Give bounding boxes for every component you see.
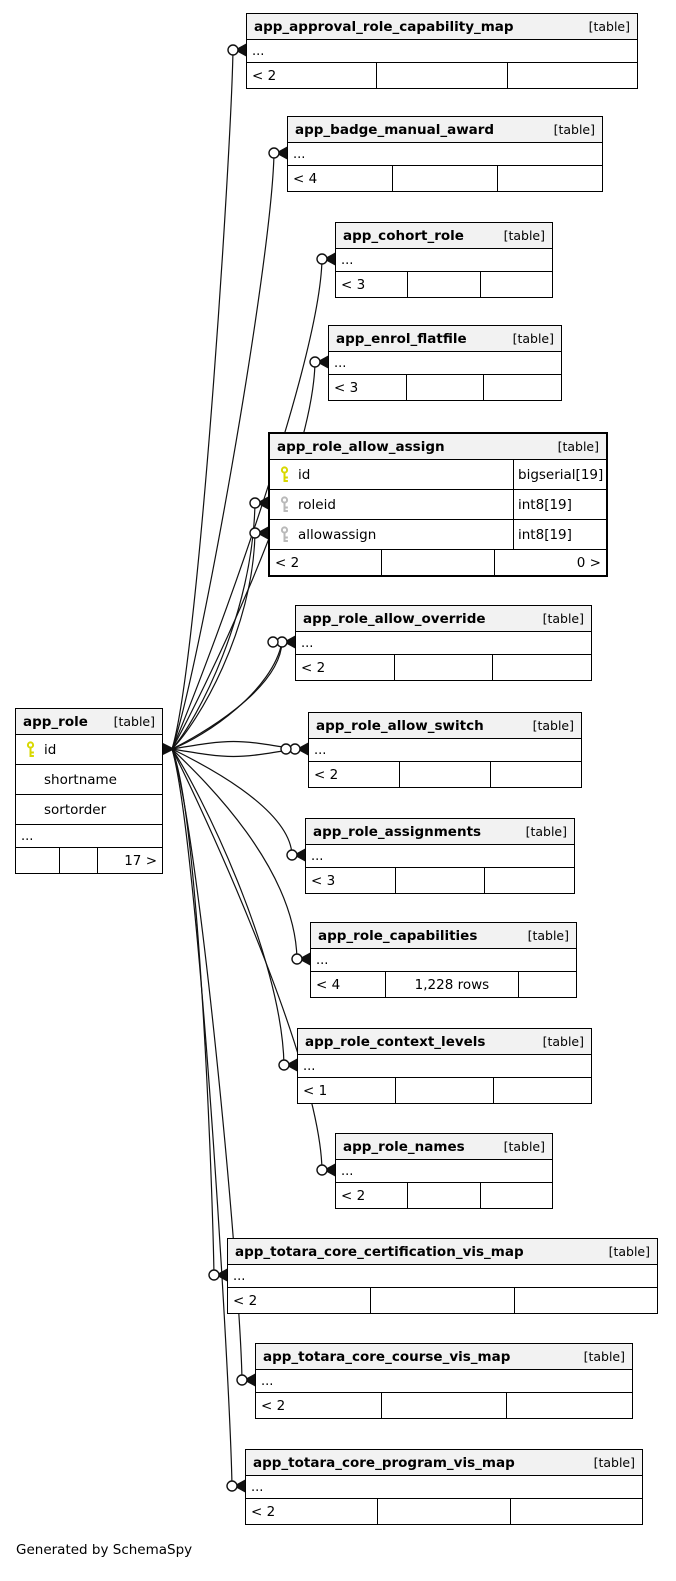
footer-cell-left: < 3	[334, 379, 359, 396]
table-name[interactable]: app_role_capabilities	[318, 927, 478, 944]
footer-row	[270, 550, 606, 575]
footer-cell-mid	[395, 868, 485, 893]
table-name[interactable]: app_totara_core_program_vis_map	[253, 1454, 515, 1471]
table-name[interactable]: app_totara_core_certification_vis_map	[235, 1243, 524, 1260]
table-name[interactable]: app_role_context_levels	[305, 1033, 486, 1050]
footer-cell-mid	[406, 375, 484, 400]
table-header	[247, 14, 637, 40]
footer-cell-right	[480, 1183, 552, 1208]
ellipsis-row: ...	[306, 845, 574, 868]
footer-cell-mid	[394, 655, 493, 680]
footer-row	[336, 272, 552, 297]
footer-cell-left: < 2	[275, 554, 300, 571]
column-name: allowassign	[298, 526, 377, 543]
table-type-tag: [table]	[553, 122, 595, 137]
footer-row	[247, 63, 637, 88]
footer-row	[288, 166, 602, 191]
table-header	[329, 326, 561, 352]
column-name: sortorder	[44, 801, 107, 818]
foreign-key-icon	[279, 526, 290, 543]
footer-cell-right	[506, 1393, 632, 1418]
ellipsis-row: ...	[309, 739, 581, 762]
table-header	[336, 1134, 552, 1160]
footer-row	[306, 868, 574, 893]
column-type: int8[19]	[513, 490, 606, 519]
table-app_totara_core_program_vis_map	[245, 1449, 643, 1525]
footer-cell-right	[518, 972, 576, 997]
ellipsis-row: ...	[256, 1370, 632, 1393]
table-name[interactable]: app_enrol_flatfile	[336, 330, 467, 347]
table-type-tag: [table]	[588, 19, 630, 34]
ellipsis-row: ...	[228, 1265, 657, 1288]
table-app_role	[15, 708, 163, 874]
footer-cell-left	[16, 848, 59, 873]
table-type-tag: [table]	[525, 824, 567, 839]
column-name: id	[298, 466, 311, 483]
table-name[interactable]: app_role_assignments	[313, 823, 482, 840]
footer-cell-mid	[407, 272, 479, 297]
footer-cell-mid	[407, 1183, 479, 1208]
generated-by-note: Generated by SchemaSpy	[16, 1542, 193, 1558]
footer-cell-mid	[392, 166, 497, 191]
footer-cell-mid	[381, 550, 493, 575]
footer-row	[256, 1393, 632, 1418]
table-type-tag: [table]	[527, 928, 569, 943]
table-header	[298, 1029, 591, 1055]
table-type-tag: [table]	[608, 1244, 650, 1259]
table-header	[296, 606, 591, 632]
primary-key-icon	[25, 741, 36, 758]
table-type-tag: [table]	[542, 611, 584, 626]
table-name[interactable]: app_role_names	[343, 1138, 465, 1155]
table-type-tag: [table]	[532, 718, 574, 733]
footer-cell-left: < 2	[261, 1397, 286, 1414]
footer-cell-right	[492, 655, 591, 680]
ellipsis-row: ...	[246, 1476, 642, 1499]
footer-cell-left: < 2	[301, 659, 326, 676]
table-name[interactable]: app_role_allow_switch	[316, 717, 484, 734]
table-app_approval_role_capability_map	[246, 13, 638, 89]
table-app_role_allow_switch	[308, 712, 582, 788]
table-app_totara_core_certification_vis_map	[227, 1238, 658, 1314]
footer-row	[296, 655, 591, 680]
table-app_badge_manual_award	[287, 116, 603, 192]
column-row	[16, 795, 162, 825]
table-app_role_allow_override	[295, 605, 592, 681]
footer-cell-right	[480, 272, 552, 297]
footer-row	[336, 1183, 552, 1208]
footer-cell-right: 0 >	[494, 550, 606, 575]
column-row	[16, 735, 162, 765]
table-app_role_assignments	[305, 818, 575, 894]
footer-row	[329, 375, 561, 400]
footer-cell-left: < 3	[341, 276, 366, 293]
table-app_totara_core_course_vis_map	[255, 1343, 633, 1419]
footer-row	[311, 972, 576, 997]
ellipsis-row: ...	[336, 249, 552, 272]
footer-cell-right	[490, 762, 581, 787]
table-header	[228, 1239, 657, 1265]
footer-cell-mid	[381, 1393, 507, 1418]
table-name[interactable]: app_role_allow_assign	[277, 438, 445, 455]
footer-cell-right	[510, 1499, 642, 1524]
column-row	[16, 765, 162, 795]
footer-cell-right	[493, 1078, 591, 1103]
footer-cell-left: < 2	[233, 1292, 258, 1309]
footer-cell-right	[497, 166, 602, 191]
footer-row	[309, 762, 581, 787]
ellipsis-row: ...	[247, 40, 637, 63]
table-name[interactable]: app_cohort_role	[343, 227, 464, 244]
table-header	[309, 713, 581, 739]
footer-cell-mid	[370, 1288, 513, 1313]
footer-cell-left: < 4	[316, 976, 341, 993]
footer-row	[228, 1288, 657, 1313]
table-app_role_capabilities	[310, 922, 577, 998]
table-header	[270, 434, 606, 460]
footer-cell-right	[484, 868, 574, 893]
table-header	[311, 923, 576, 949]
footer-cell-right: 17 >	[97, 848, 162, 873]
ellipsis-row: ...	[329, 352, 561, 375]
footer-cell-left: < 2	[252, 67, 277, 84]
ellipsis-row: ...	[336, 1160, 552, 1183]
footer-cell-left: < 4	[293, 170, 318, 187]
table-name[interactable]: app_badge_manual_award	[295, 121, 495, 138]
table-name[interactable]: app_approval_role_capability_map	[254, 18, 514, 35]
footer-cell-left: < 2	[341, 1187, 366, 1204]
column-type: int8[19]	[513, 520, 606, 549]
table-app_role_allow_assign	[268, 432, 608, 577]
footer-cell-left: < 2	[251, 1503, 276, 1520]
table-app_role_context_levels	[297, 1028, 592, 1104]
column-row	[270, 460, 606, 490]
column-name: id	[44, 741, 57, 758]
table-type-tag: [table]	[512, 331, 554, 346]
table-type-tag: [table]	[542, 1034, 584, 1049]
footer-cell-right	[483, 375, 561, 400]
column-row	[270, 490, 606, 520]
footer-cell-mid	[395, 1078, 493, 1103]
column-row	[270, 520, 606, 550]
footer-row	[298, 1078, 591, 1103]
table-name[interactable]: app_totara_core_course_vis_map	[263, 1348, 511, 1365]
footer-cell-mid	[59, 848, 97, 873]
ellipsis-row: ...	[296, 632, 591, 655]
footer-cell-left: < 3	[311, 872, 336, 889]
table-app_enrol_flatfile	[328, 325, 562, 401]
footer-cell-mid	[376, 63, 506, 88]
footer-cell-mid	[399, 762, 490, 787]
footer-cell-mid: 1,228 rows	[385, 972, 518, 997]
primary-key-icon	[279, 466, 290, 483]
column-name: roleid	[298, 496, 336, 513]
table-header	[246, 1450, 642, 1476]
table-header	[288, 117, 602, 143]
footer-cell-left: < 2	[314, 766, 339, 783]
table-type-tag: [table]	[593, 1455, 635, 1470]
table-type-tag: [table]	[113, 714, 155, 729]
table-header	[336, 223, 552, 249]
footer-row	[16, 848, 162, 873]
ellipsis-row: ...	[298, 1055, 591, 1078]
foreign-key-icon	[279, 496, 290, 513]
table-type-tag: [table]	[503, 1139, 545, 1154]
footer-row	[246, 1499, 642, 1524]
footer-cell-left: < 1	[303, 1082, 328, 1099]
ellipsis-row: ...	[311, 949, 576, 972]
table-header	[16, 709, 162, 735]
table-type-tag: [table]	[557, 439, 599, 454]
ellipsis-row: ...	[288, 143, 602, 166]
table-type-tag: [table]	[583, 1349, 625, 1364]
footer-cell-right	[507, 63, 637, 88]
column-name: shortname	[44, 771, 117, 788]
table-app_role_names	[335, 1133, 553, 1209]
table-header	[306, 819, 574, 845]
ellipsis-row: ...	[16, 825, 162, 848]
table-name[interactable]: app_role	[23, 713, 88, 730]
table-app_cohort_role	[335, 222, 553, 298]
table-type-tag: [table]	[503, 228, 545, 243]
table-header	[256, 1344, 632, 1370]
footer-cell-right	[514, 1288, 657, 1313]
footer-cell-mid	[377, 1499, 509, 1524]
column-type: bigserial[19]	[513, 460, 606, 489]
table-name[interactable]: app_role_allow_override	[303, 610, 486, 627]
